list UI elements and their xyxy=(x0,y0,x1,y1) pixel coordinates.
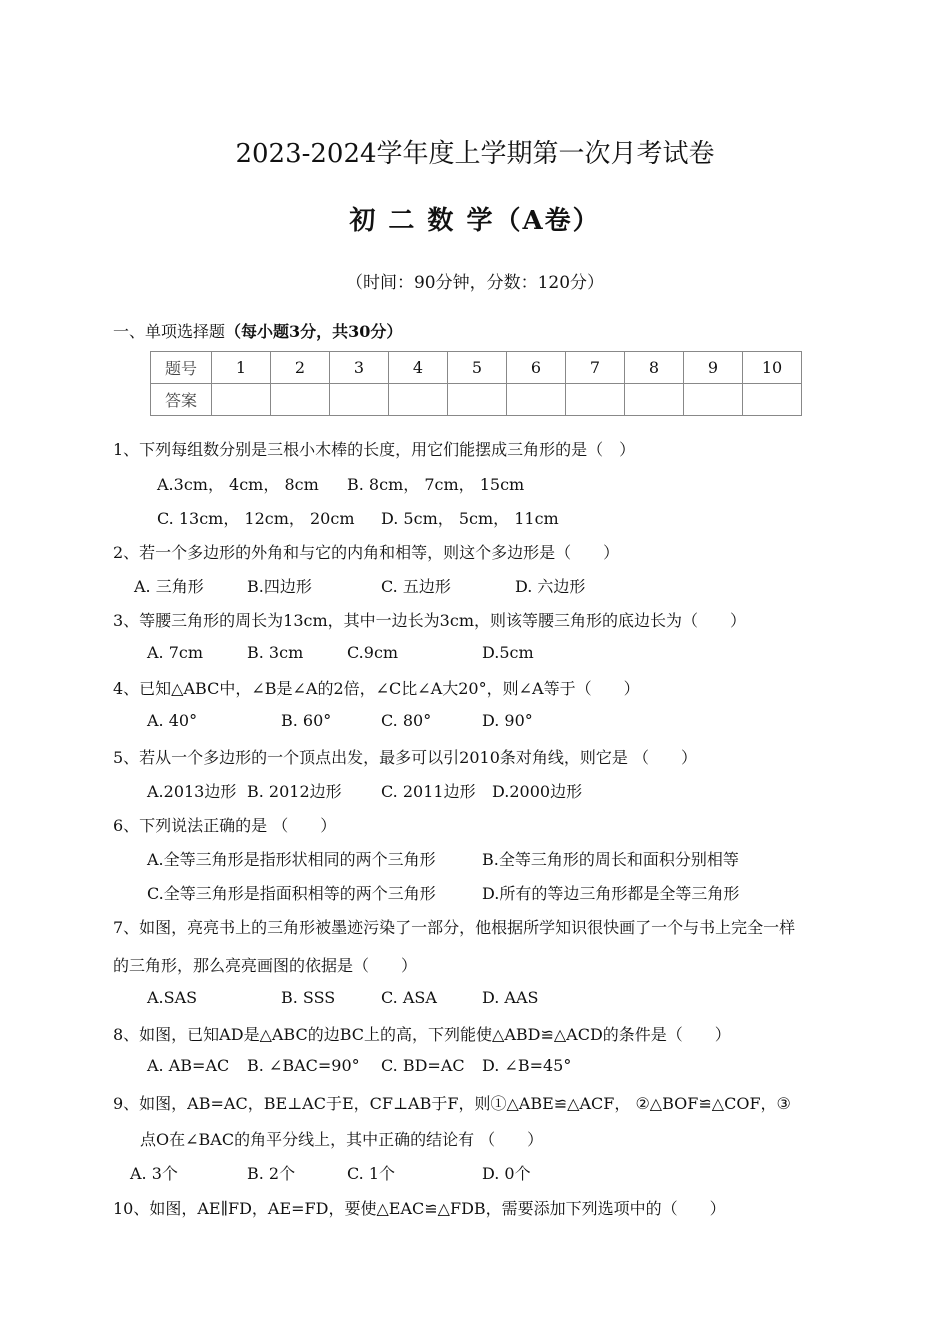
answer-cell[interactable] xyxy=(212,384,271,416)
q8-option-b: B. ∠BAC=90° xyxy=(247,1056,360,1075)
question-9-stem-line2: 点O在∠BAC的角平分线上，其中正确的结论有 （ ） xyxy=(140,1130,544,1149)
section-heading xyxy=(113,319,402,342)
q4-option-a: A. 40° xyxy=(147,711,198,730)
row-header-number: 题号 xyxy=(151,352,212,384)
q1-option-d: D. 5cm， 5cm， 11cm xyxy=(381,509,559,528)
answer-cell[interactable] xyxy=(448,384,507,416)
question-4-stem: 4、已知△ABC中，∠B是∠A的2倍，∠C比∠A大20°，则∠A等于（ ） xyxy=(113,679,640,698)
answer-table-row-numbers xyxy=(151,352,802,384)
q5-option-d: D.2000边形 xyxy=(492,782,583,801)
q9-option-c: C. 1个 xyxy=(347,1164,396,1183)
answer-table-row-answers xyxy=(151,384,802,416)
answer-cell[interactable] xyxy=(625,384,684,416)
q5-option-c: C. 2011边形 xyxy=(381,782,476,801)
q7-option-c: C. ASA xyxy=(381,988,437,1007)
section-note: （每小题3分，共30分） xyxy=(225,322,403,341)
q2-option-c: C. 五边形 xyxy=(381,577,451,596)
answer-cell[interactable] xyxy=(566,384,625,416)
question-2-stem: 2、若一个多边形的外角和与它的内角和相等，则这个多边形是（ ） xyxy=(113,543,620,562)
q6-option-d: D.所有的等边三角形都是全等三角形 xyxy=(482,884,740,903)
q9-option-a: A. 3个 xyxy=(130,1164,178,1183)
row-header-answer: 答案 xyxy=(151,384,212,416)
question-number-cell: 8 xyxy=(625,352,684,384)
exam-meta: （时间：90分钟，分数：120分） xyxy=(345,273,605,293)
q7-option-d: D. AAS xyxy=(482,988,539,1007)
q3-option-b: B. 3cm xyxy=(247,643,304,662)
question-8-stem: 8、如图，已知AD是△ABC的边BC上的高，下列能使△ABD≌△ACD的条件是（ ） xyxy=(113,1025,731,1044)
q8-option-a: A. AB=AC xyxy=(147,1056,230,1075)
answer-cell[interactable] xyxy=(507,384,566,416)
q1-option-c: C. 13cm， 12cm， 20cm xyxy=(157,509,355,528)
question-9-stem-line1: 9、如图，AB=AC，BE⊥AC于E，CF⊥AB于F，则①△ABE≌△ACF， ②△BOF≌△COF，③ xyxy=(113,1094,791,1113)
q1-option-a: A.3cm， 4cm， 8cm xyxy=(157,475,319,494)
exam-title: 2023-2024学年度上学期第一次月考试卷 xyxy=(235,139,715,169)
answer-cell[interactable] xyxy=(330,384,389,416)
section-label: 一、单项选择题 xyxy=(113,322,226,341)
q3-option-c: C.9cm xyxy=(347,643,399,662)
q6-option-b: B.全等三角形的周长和面积分别相等 xyxy=(482,850,739,869)
q8-option-d: D. ∠B=45° xyxy=(482,1056,572,1075)
question-10-stem: 10、如图，AE∥FD，AE=FD，要使△EAC≌△FDB，需要添加下列选项中的（ ） xyxy=(113,1199,726,1218)
question-5-stem: 5、若从一个多边形的一个顶点出发，最多可以引2010条对角线，则它是 （ ） xyxy=(113,748,697,767)
q1-option-b: B. 8cm， 7cm， 15cm xyxy=(347,475,525,494)
q4-option-d: D. 90° xyxy=(482,711,533,730)
q5-option-a: A.2013边形 xyxy=(147,782,237,801)
question-number-cell: 1 xyxy=(212,352,271,384)
question-6-stem: 6、下列说法正确的是 （ ） xyxy=(113,816,337,835)
answer-cell[interactable] xyxy=(684,384,743,416)
answer-cell[interactable] xyxy=(271,384,330,416)
question-number-cell: 10 xyxy=(743,352,802,384)
question-number-cell: 2 xyxy=(271,352,330,384)
question-3-stem: 3、等腰三角形的周长为13cm，其中一边长为3cm，则该等腰三角形的底边长为（ ） xyxy=(113,611,746,630)
question-number-cell: 9 xyxy=(684,352,743,384)
question-number-cell: 3 xyxy=(330,352,389,384)
question-number-cell: 7 xyxy=(566,352,625,384)
q4-option-c: C. 80° xyxy=(381,711,432,730)
q5-option-b: B. 2012边形 xyxy=(247,782,342,801)
question-number-cell: 6 xyxy=(507,352,566,384)
question-number-cell: 4 xyxy=(389,352,448,384)
q4-option-b: B. 60° xyxy=(281,711,332,730)
q2-option-b: B.四边形 xyxy=(247,577,312,596)
question-7-stem-line1: 7、如图，亮亮书上的三角形被墨迹污染了一部分，他根据所学知识很快画了一个与书上完全一样 xyxy=(113,918,796,937)
q7-option-a: A.SAS xyxy=(147,988,198,1007)
exam-subtitle: 初 二 数 学（A卷） xyxy=(349,206,601,236)
question-number-cell: 5 xyxy=(448,352,507,384)
answer-table xyxy=(150,351,802,416)
q3-option-a: A. 7cm xyxy=(147,643,204,662)
answer-cell[interactable] xyxy=(389,384,448,416)
question-1-stem: 1、下列每组数分别是三根小木棒的长度，用它们能摆成三角形的是（ ） xyxy=(113,440,636,459)
q2-option-a: A. 三角形 xyxy=(134,577,204,596)
question-7-stem-line2: 的三角形，那么亮亮画图的依据是（ ） xyxy=(113,956,418,975)
q3-option-d: D.5cm xyxy=(482,643,534,662)
q6-option-c: C.全等三角形是指面积相等的两个三角形 xyxy=(147,884,436,903)
q7-option-b: B. SSS xyxy=(281,988,336,1007)
q9-option-b: B. 2个 xyxy=(247,1164,296,1183)
q9-option-d: D. 0个 xyxy=(482,1164,531,1183)
q8-option-c: C. BD=AC xyxy=(381,1056,465,1075)
q6-option-a: A.全等三角形是指形状相同的两个三角形 xyxy=(147,850,436,869)
answer-cell[interactable] xyxy=(743,384,802,416)
q2-option-d: D. 六边形 xyxy=(515,577,586,596)
